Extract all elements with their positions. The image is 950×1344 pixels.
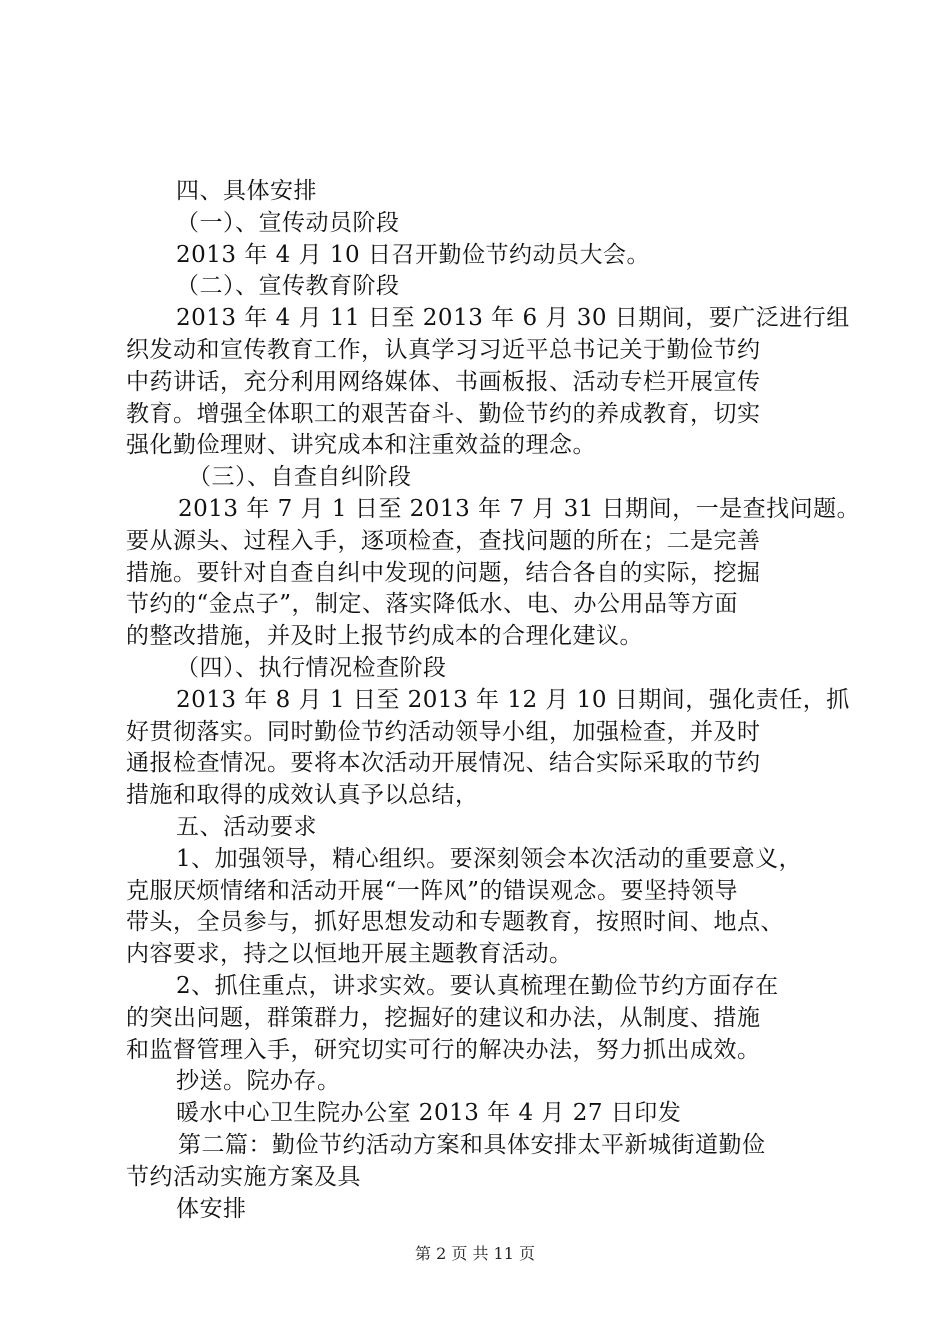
paragraph-line: 要从源头、过程入手，逐项检查，查找问题的所在；二是完善 (126, 527, 761, 554)
paragraph-line: 措施和取得的成效认真予以总结， (126, 782, 479, 809)
paragraph-line: 和监督管理入手，研究切实可行的解决办法，努力抓出成效。 (126, 1036, 761, 1063)
section-heading-arrangements: 四、具体安排 (176, 178, 317, 204)
chapter-heading-continued: 体安排 (176, 1195, 247, 1222)
paragraph-line: 中药讲话，充分利用网络媒体、书画板报、活动专栏开展宣传 (126, 368, 761, 395)
paragraph-line: 织发动和宣传教育工作，认真学习习近平总书记关于勤俭节约 (126, 336, 761, 363)
paragraph-line: 2013 年 8 月 1 日至 2013 年 12 月 10 日期间，强化责任，抓 (176, 686, 850, 713)
document-body (126, 176, 861, 1225)
paragraph-line: 克服厌烦情绪和活动开展“一阵风”的错误观念。要坚持领导 (126, 877, 739, 904)
page-number: 第 2 页 共 11 页 (415, 1244, 535, 1263)
subsection-heading-2: （二）、宣传教育阶段 (176, 273, 400, 300)
paragraph-line: 2、抓住重点，讲求实效。要认真梳理在勤俭节约方面存在 (176, 972, 779, 999)
paragraph-line: 措施。要针对自查自纠中发现的问题，结合各自的实际，挖掘 (126, 559, 761, 586)
chapter-heading-continued: 节约活动实施方案及具 (126, 1163, 361, 1190)
paragraph-line: 的突出问题，群策群力，挖掘好的建议和办法，从制度、措施 (126, 1004, 761, 1031)
paragraph-line: 教育。增强全体职工的艰苦奋斗、勤俭节约的养成教育，切实 (126, 400, 761, 427)
subsection-heading-4: （四）、执行情况检查阶段 (176, 654, 447, 681)
paragraph-line: 内容要求，持之以恒地开展主题教育活动。 (126, 941, 573, 968)
paragraph-line: 强化勤俭理财、讲究成本和注重效益的理念。 (126, 432, 596, 459)
paragraph-line: 带头，全员参与，抓好思想发动和专题教育，按照时间、地点、 (126, 909, 784, 936)
issuer-line: 暖水中心卫生院办公室 2013 年 4 月 27 日印发 (176, 1100, 682, 1127)
paragraph-line: 1、加强领导，精心组织。要深刻领会本次活动的重要意义， (176, 845, 803, 872)
chapter-heading: 第二篇：勤俭节约活动方案和具体安排太平新城街道勤俭 (178, 1131, 766, 1158)
section-heading-requirements: 五、活动要求 (176, 813, 317, 840)
paragraph-line: 2013 年 7 月 1 日至 2013 年 7 月 31 日期间，一是查找问题。 (178, 495, 861, 522)
subsection-heading-1: （一）、宣传动员阶段 (176, 209, 400, 236)
subsection-heading-3: （三）、自查自纠阶段 (188, 464, 412, 491)
cc-line: 抄送。院办存。 (176, 1068, 341, 1095)
paragraph-line: 好贯彻落实。同时勤俭节约活动领导小组，加强检查，并及时 (126, 718, 761, 745)
paragraph-line: 节约的“金点子”，制定、落实降低水、电、办公用品等方面 (126, 591, 739, 618)
paragraph-line: 2013 年 4 月 11 日至 2013 年 6 月 30 日期间，要广泛进行组 (176, 305, 850, 332)
paragraph-line: 2013 年 4 月 10 日召开勤俭节约动员大会。 (176, 241, 650, 268)
paragraph-line: 的整改措施，并及时上报节约成本的合理化建议。 (126, 623, 643, 650)
paragraph-line: 通报检查情况。要将本次活动开展情况、结合实际采取的节约 (126, 750, 761, 777)
